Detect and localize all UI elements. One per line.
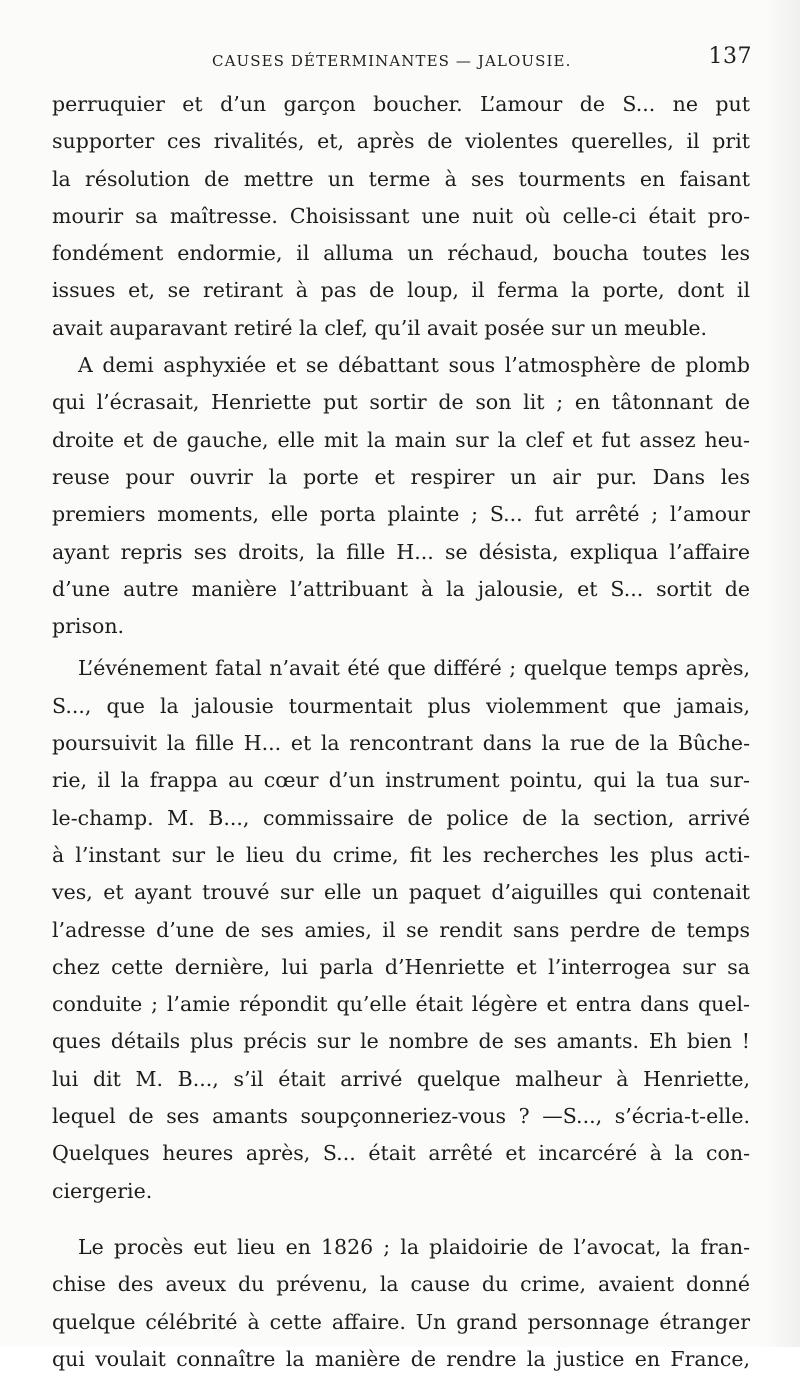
text-line: premiers moments, elle porta plainte ; S... fut arrêté ; l’amour (52, 502, 750, 527)
text-line: le-champ. M. B..., commissaire de police de la section, arrivé (52, 805, 750, 830)
text-line: Le procès eut lieu en 1826 ; la plaidoirie de l’avocat, la fran- (78, 1234, 750, 1259)
paragraph-gap (52, 1210, 750, 1229)
running-head: CAUSES DÉTERMINANTES — JALOUSIE. (212, 52, 572, 70)
text-line: Quelques heures après, S... était arrêté et incarcéré à la con- (52, 1141, 750, 1166)
text-line: prison. (52, 614, 125, 639)
text-line: rie, il la frappa au cœur d’un instrument pointu, qui la tua sur- (52, 768, 750, 793)
text-line: qui voulait connaître la manière de rendre la justice en France, (52, 1346, 750, 1371)
text-line: poursuivit la fille H... et la rencontrant dans la rue de la Bûche- (52, 731, 750, 756)
page-number: 137 (708, 44, 752, 69)
text-line: la résolution de mettre un terme à ses tourments en faisant (52, 166, 750, 191)
page-edge-shadow (766, 0, 800, 1347)
text-line: S..., que la jalousie tourmentait plus violemment que jamais, (52, 693, 750, 718)
text-line: lequel de ses amants soupçonneriez-vous ? —S..., s’écria-t-elle. (52, 1104, 750, 1129)
text-line: supporter ces rivalités, et, après de violentes querelles, il prit (52, 129, 750, 154)
text-line: issues et, se retirant à pas de loup, il ferma la porte, dont il (52, 278, 750, 303)
text-line: lui dit M. B..., s’il était arrivé quelque malheur à Henriette, (52, 1066, 750, 1091)
body-text (52, 86, 750, 1378)
text-line: ayant repris ses droits, la fille H... se désista, expliqua l’affaire (52, 539, 750, 564)
text-line: quelque célébrité à cette affaire. Un grand personnage étranger (52, 1309, 750, 1334)
text-line: perruquier et d’un garçon boucher. L’amour de S... ne put (52, 92, 750, 116)
text-line: chez cette dernière, lui parla d’Henriette et l’interrogea sur sa (52, 954, 750, 979)
text-line: à l’instant sur le lieu du crime, fit les recherches les plus acti- (52, 842, 750, 867)
text-line: qui l’écrasait, Henriette put sortir de son lit ; en tâtonnant de (52, 390, 750, 415)
text-line: conduite ; l’amie répondit qu’elle était légère et entra dans quel- (52, 992, 750, 1017)
text-line: avait auparavant retiré la clef, qu’il avait posée sur un meuble. (52, 315, 708, 340)
text-line: ciergerie. (52, 1178, 153, 1203)
text-line: l’adresse d’une de ses amies, il se rendit sans perdre de temps (52, 917, 750, 942)
text-line: droite et de gauche, elle mit la main sur la clef et fut assez heu- (52, 427, 750, 452)
paragraph-4 (52, 1229, 750, 1378)
text-line: chise des aveux du prévenu, la cause du crime, avaient donné (52, 1272, 750, 1297)
page-header (52, 44, 752, 78)
text-line: d’une autre manière l’attribuant à la jalousie, et S... sortit de (52, 576, 750, 601)
text-line: A demi asphyxiée et se débattant sous l’atmosphère de plomb (78, 353, 750, 378)
text-line: ves, et ayant trouvé sur elle un paquet d’aiguilles qui contenait (52, 880, 750, 905)
text-line: ques détails plus précis sur le nombre de ses amants. Eh bien ! (52, 1029, 750, 1054)
paragraph-1 (52, 86, 750, 347)
text-line: reuse pour ouvrir la porte et respirer un air pur. Dans les (52, 464, 750, 489)
paragraph-2 (52, 347, 750, 645)
paragraph-3 (52, 650, 750, 1209)
text-line: fondément endormie, il alluma un réchaud, boucha toutes les (52, 241, 750, 266)
text-line: L’événement fatal n’avait été que différé ; quelque temps après, (78, 656, 750, 681)
text-line: mourir sa maîtresse. Choisissant une nuit où celle-ci était pro- (52, 203, 750, 228)
